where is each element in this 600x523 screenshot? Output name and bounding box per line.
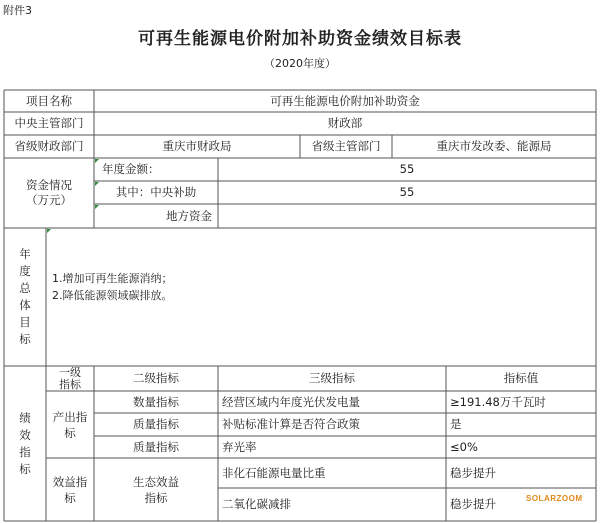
central-subsidy-value: 55 — [399, 185, 415, 199]
header-level1 — [46, 366, 94, 391]
project-name-label: 项目名称 — [26, 93, 72, 108]
funds-label-line2: （万元） — [26, 193, 72, 207]
cell-corner-mark — [95, 182, 99, 186]
indicators-char: 效 — [19, 427, 31, 442]
table-row-level3: 经营区域内年度光伏发电量 — [222, 394, 360, 409]
table-row-level2: 质量指标 — [133, 417, 179, 431]
table-row-level3: 非化石能源电量比重 — [222, 465, 326, 480]
eco-benefit-label — [94, 458, 218, 521]
table-row-value: 稳步提升 — [450, 497, 496, 511]
table-row-level3: 二氧化碳减排 — [222, 497, 291, 511]
eco-label-line1: 生态效益 — [133, 474, 179, 489]
page-title: 可再生能源电价附加补助资金绩效目标表 — [138, 29, 462, 49]
annual-goal-char: 年 — [19, 247, 31, 261]
central-dept-label: 中央主管部门 — [14, 116, 84, 130]
eco-label-line2: 指标 — [144, 490, 168, 505]
central-subsidy-label: 其中：中央补助 — [115, 185, 197, 199]
annual-goal-char: 目 — [19, 315, 31, 329]
local-funds-value — [218, 204, 596, 228]
benefit-label-line2: 标 — [64, 490, 76, 505]
provincial-finance-value: 重庆市财政局 — [162, 139, 232, 153]
output-indicator-label — [46, 391, 94, 458]
annual-goal-char: 度 — [19, 264, 31, 278]
table-row-value: 是 — [450, 417, 462, 431]
project-name-value: 可再生能源电价附加补助资金 — [270, 93, 420, 108]
table-row-level2: 数量指标 — [133, 394, 179, 409]
indicators-char: 指 — [19, 444, 31, 459]
annual-goal-char: 总 — [19, 281, 31, 295]
annual-amount-label: 年度金额： — [102, 162, 160, 176]
annual-amount-value: 55 — [399, 162, 415, 176]
provincial-finance-label: 省级财政部门 — [14, 139, 84, 153]
benefit-label-line1: 效益指 — [52, 474, 88, 489]
table-row-value: 稳步提升 — [450, 465, 496, 480]
header-value: 指标值 — [503, 371, 539, 385]
table-row-level3: 补贴标准计算是否符合政策 — [222, 417, 360, 431]
benefit-indicator-label — [46, 458, 94, 521]
report-year: （2020年度） — [264, 57, 336, 70]
output-label-line2: 标 — [64, 425, 76, 440]
annual-goal-char: 体 — [19, 298, 31, 312]
table-row-value: ≥191.48万千瓦时 — [450, 394, 546, 409]
header-level1-line1: 一级 — [59, 365, 81, 379]
provincial-dept-value: 重庆市发改委、能源局 — [436, 139, 552, 153]
cell-corner-mark — [95, 159, 99, 163]
indicators-char: 标 — [19, 461, 31, 476]
header-level3: 三级指标 — [309, 371, 355, 385]
local-funds-label: 地方资金 — [166, 208, 212, 223]
annex-label: 附件3 — [3, 4, 32, 17]
funds-label-line1: 资金情况 — [26, 178, 72, 192]
table-row-level3: 弃光率 — [222, 439, 257, 454]
header-level2: 二级指标 — [133, 371, 179, 385]
annual-goal-line: 1.增加可再生能源消纳； — [52, 272, 173, 285]
output-label-line1: 产出指 — [52, 409, 88, 424]
cell-corner-mark — [95, 205, 99, 209]
watermark: SOLARZOOM — [526, 494, 583, 503]
indicators-label — [4, 366, 46, 521]
annual-goal-text — [52, 270, 173, 304]
funds-label — [4, 158, 94, 228]
header-level1-line2: 指标 — [59, 377, 81, 391]
indicators-char: 绩 — [19, 410, 31, 425]
table-row-value: ≤0% — [450, 439, 478, 454]
annual-goal-char: 标 — [19, 332, 31, 346]
central-dept-value: 财政部 — [327, 116, 363, 130]
annual-goal-line: 2.降低能源领域碳排放。 — [52, 289, 173, 302]
provincial-dept-label: 省级主管部门 — [311, 139, 381, 153]
annual-goal-label — [4, 228, 46, 366]
cell-corner-mark — [47, 229, 51, 233]
table-row-level2: 质量指标 — [133, 439, 179, 454]
